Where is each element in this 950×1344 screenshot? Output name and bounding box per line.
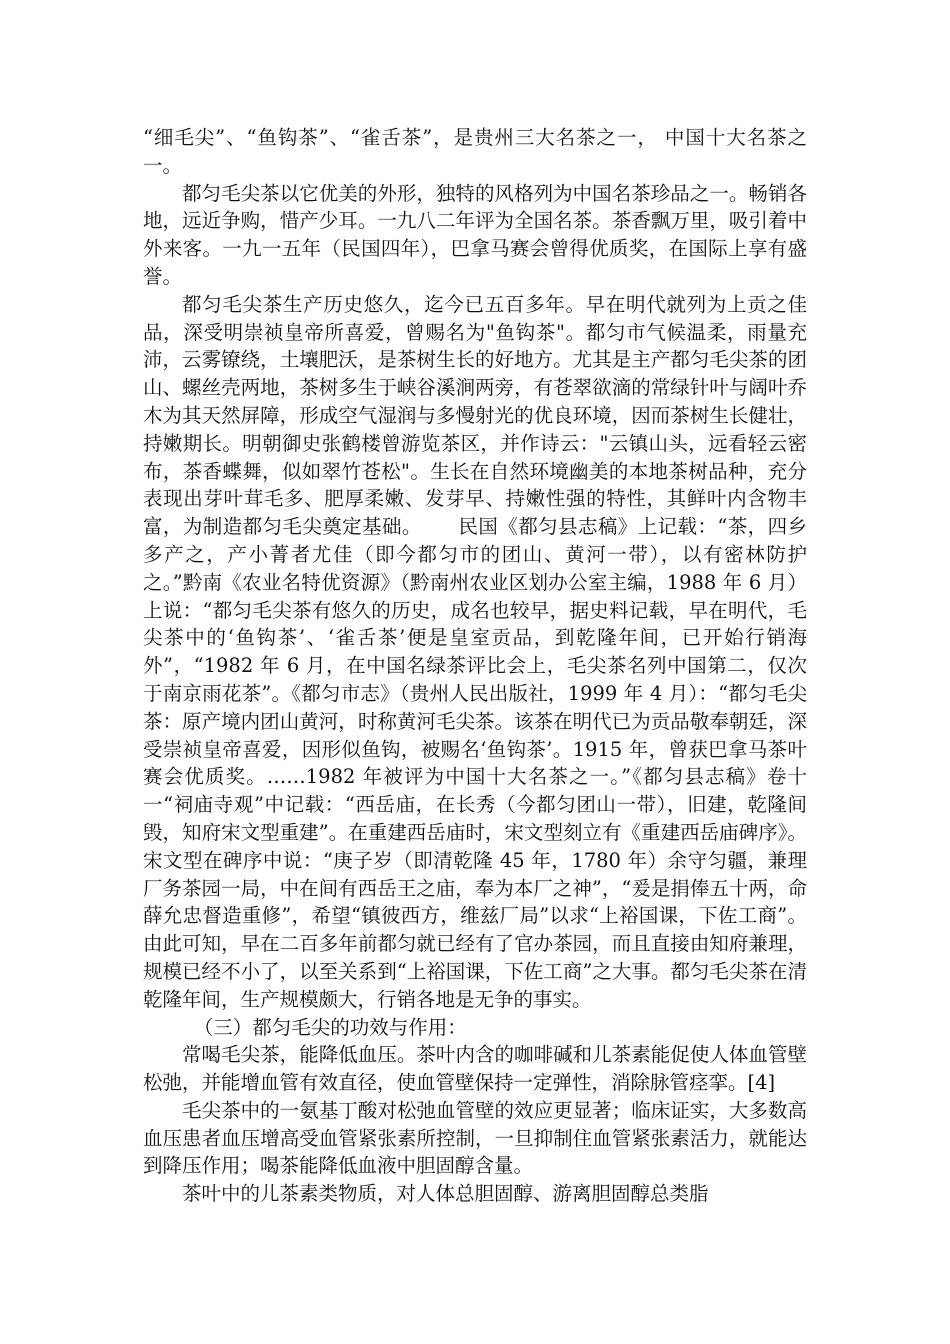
- document-body: [143, 124, 807, 1208]
- paragraph-history: 都匀毛尖茶生产历史悠久，迄今已五百多年。早在明代就列为上贡之佳品，深受明崇祯皇帝所喜爱，曾赐名为"鱼钩茶"。都匀市气候温柔，雨量充沛，云雾镣绕，土壤肥沃，是茶树生长的好地方。尤其是主产都匀毛尖茶的团山、螺丝壳两地，茶树多生于峡谷溪涧两旁，有苍翠欲滴的常绿针叶与阔叶乔木为其天然屏障，形成空气湿润与多慢射光的优良环境，因而茶树生长健壮，持嫩期长。明朝御史张鹤楼曾游览茶区，并作诗云："云镇山头，远看轻云密布，茶香蝶舞，似如翠竹苍松"。生长在自然环境幽美的本地茶树品种，充分表现出芽叶茸毛多、肥厚柔嫩、发芽早、持嫩性强的特性，其鲜叶内含物丰富，为制造都匀毛尖奠定基础。 民国《都匀县志稿》上记载：“茶，四乡多产之，产小菁者尤佳（即今都匀市的团山、黄河一带），以有密林防护之。”黔南《农业名特优资源》（黔南州农业区划办公室主编，1988 年 6 月）上说：“都匀毛尖茶有悠久的历史，成名也较早，据史料记载，早在明代，毛尖茶中的‘鱼钩茶’、‘雀舌茶’便是皇室贡品，到乾隆年间，已开始行销海外”，“1982 年 6 月，在中国名绿茶评比会上，毛尖茶名列中国第二，仅次于南京雨花茶”。《都匀市志》（贵州人民出版社，1999 年 4 月）：“都匀毛尖茶：原产境内团山黄河，时称黄河毛尖茶。该茶在明代已为贡品敬奉朝廷，深受崇祯皇帝喜爱，因形似鱼钩，被赐名‘鱼钩茶’。1915 年，曾获巴拿马茶叶赛会优质奖。……1982 年被评为中国十大名茶之一。”《都匀县志稿》卷十一“祠庙寺观”中记载：“西岳庙，在长秀（今都匀团山一带），旧建，乾隆间毁，知府宋文型重建”。在重建西岳庙时，宋文型刻立有《重建西岳庙碑序》。宋文型在碑序中说：“庚子岁（即清乾隆 45 年，1780 年）余守匀疆，兼理厂务茶园一局，中在间有西岳王之庙，奉为本厂之神”，“爰是捐俸五十两，命薛允忠督造重修”，希望“镇彼西方，维兹厂局”以求“上裕国课，下佐工商”。由此可知，早在二百多年前都匀就已经有了官办茶园，而且直接由知府兼理，规模已经不小了，以至关系到“上裕国课，下佐工商”之大事。都匀毛尖茶在清乾隆年间，生产规模颇大，行销各地是无争的事实。: [143, 292, 807, 1011]
- paragraph-blood-pressure: 常喝毛尖茶，能降低血压。茶叶内含的咖啡碱和儿茶素能促使人体血管壁松弛，并能增血管有效直径，使血管壁保持一定弹性，消除脉管痉挛。[4]: [143, 1043, 807, 1095]
- section-heading-benefits: （三）都匀毛尖的功效与作用：: [193, 1015, 467, 1039]
- paragraph-gaba: 毛尖茶中的一氨基丁酸对松弛血管壁的效应更显著；临床证实，大多数高血压患者血压增高受血管紧张素所控制，一旦抑制住血管紧张素活力，就能达到降压作用；喝茶能降低血液中胆固醇含量。: [143, 1098, 807, 1178]
- paragraph-intro: “细毛尖”、“鱼钩茶”、“雀舌茶”，是贵州三大名茶之一， 中国十大名茶之一。: [143, 126, 807, 177]
- paragraph-reputation: 都匀毛尖茶以它优美的外形，独特的风格列为中国名茶珍品之一。畅销各地，远近争购，惜产少耳。一九八二年评为全国名茶。茶香飘万里，吸引着中外来客。一九一五年（民国四年），巴拿马赛会曾得优质奖，在国际上享有盛誉。: [143, 181, 807, 288]
- paragraph-catechins: 茶叶中的儿茶素类物质，对人体总胆固醇、游离胆固醇总类脂: [182, 1182, 709, 1206]
